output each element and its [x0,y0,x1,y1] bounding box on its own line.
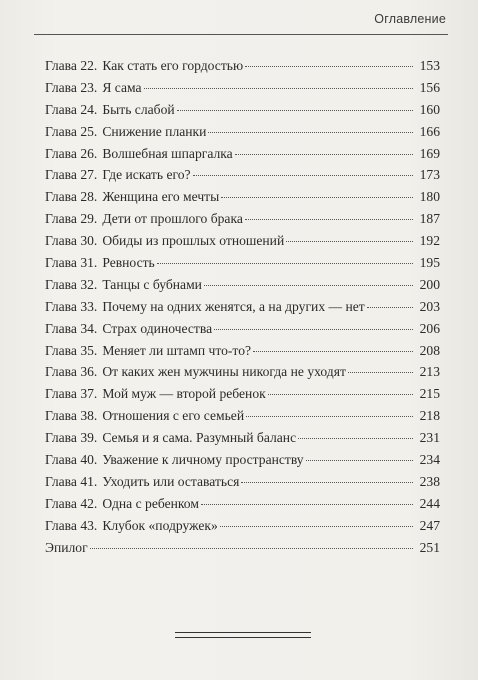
toc-page-number: 247 [419,517,440,533]
toc-entry-title [45,208,243,230]
toc-chapter-number: Глава 36. [45,364,98,380]
toc-entry [45,230,440,252]
dot-leader [157,263,413,264]
toc-chapter-number: Глава 26. [45,145,98,161]
toc-entry [45,493,440,515]
toc-chapter-name: Женщина его мечты [102,189,220,205]
dot-leader [201,504,413,505]
toc-chapter-name: Быть слабой [102,101,175,117]
toc-chapter-number: Глава 38. [45,408,98,424]
toc-entry [45,121,440,143]
toc-page-number: 195 [419,255,440,271]
dot-leader [177,110,413,111]
toc-entry [45,252,440,274]
toc-page-number: 169 [419,145,440,161]
toc-entry [45,143,440,165]
dot-leader [245,66,413,67]
footer-rule-top [175,632,311,633]
toc-entry-title [45,471,239,493]
toc-entry-title [45,55,243,77]
dot-leader [298,438,413,439]
toc-entry [45,77,440,99]
dot-leader [268,394,413,395]
dot-leader [204,285,413,286]
toc-entry [45,208,440,230]
toc-page-number: 244 [419,495,440,511]
toc-entry-title [45,340,251,362]
dot-leader [208,132,413,133]
toc-chapter-number: Глава 33. [45,298,98,314]
toc-entry-title [45,361,346,383]
toc-entry [45,55,440,77]
toc-chapter-name: Эпилог [45,539,88,555]
running-head: Оглавление [374,12,446,26]
toc-chapter-name: Клубок «подружек» [102,517,218,533]
toc-entry [45,99,440,121]
dot-leader [306,460,413,461]
toc-chapter-name: Мой муж — второй ребенок [102,386,266,402]
toc-chapter-name: Меняет ли штамп что-то? [102,342,252,358]
toc-page-number: 166 [419,123,440,139]
toc-chapter-number: Глава 35. [45,342,98,358]
dot-leader [214,329,413,330]
toc-entry [45,427,440,449]
dot-leader [235,154,413,155]
toc-chapter-name: Страх одиночества [102,320,213,336]
toc-entry-title [45,427,296,449]
toc-page-number: 160 [419,101,440,117]
dot-leader [348,372,413,373]
toc-entry-title [45,164,191,186]
toc-chapter-name: Семья и я сама. Разумный баланс [102,430,297,446]
dot-leader [221,197,413,198]
toc-chapter-number: Глава 30. [45,233,98,249]
toc-chapter-number: Глава 23. [45,79,98,95]
toc-chapter-number: Глава 25. [45,123,98,139]
toc-chapter-number: Глава 42. [45,495,98,511]
toc-page-number: 180 [419,189,440,205]
toc-chapter-number: Глава 37. [45,386,98,402]
toc-page-number: 231 [419,430,440,446]
toc-page-number: 251 [419,539,440,555]
toc-chapter-name: От каких жен мужчины никогда не уходят [102,364,346,380]
toc-chapter-name: Обиды из прошлых отношений [102,233,285,249]
toc-chapter-name: Отношения с его семьей [102,408,245,424]
toc-entry [45,296,440,318]
toc-chapter-name: Танцы с бубнами [102,276,202,292]
toc-chapter-name: Уважение к личному пространству [102,452,304,468]
toc-entry [45,537,440,559]
toc-page-number: 203 [419,298,440,314]
toc-page-number: 208 [419,342,440,358]
dot-leader [90,548,413,549]
toc-entry [45,186,440,208]
toc-chapter-number: Глава 34. [45,320,98,336]
table-of-contents [45,55,440,558]
toc-entry-title [45,537,88,559]
dot-leader [144,88,413,89]
toc-chapter-number: Глава 29. [45,211,98,227]
toc-entry-title [45,186,219,208]
footer-rule-bottom [175,637,311,638]
toc-page-number: 153 [419,58,440,73]
dot-leader [220,526,413,527]
toc-entry [45,515,440,537]
toc-page-number: 213 [419,364,440,380]
dot-leader [253,351,413,352]
toc-chapter-name: Как стать его гордостью [102,58,244,73]
dot-leader [193,175,413,176]
toc-entry [45,361,440,383]
toc-chapter-name: Дети от прошлого брака [102,211,243,227]
toc-page-number: 215 [419,386,440,402]
toc-entry-title [45,493,199,515]
toc-entry-title [45,296,365,318]
toc-chapter-name: Я сама [102,79,142,95]
toc-entry-title [45,405,244,427]
toc-chapter-number: Глава 40. [45,452,98,468]
toc-entry-title [45,515,218,537]
dot-leader [241,482,413,483]
toc-page-number: 192 [419,233,440,249]
toc-chapter-number: Глава 41. [45,473,98,489]
toc-entry [45,471,440,493]
toc-entry-title [45,230,284,252]
toc-entry-title [45,252,155,274]
dot-leader [286,241,413,242]
toc-entry [45,340,440,362]
toc-chapter-name: Волшебная шпаргалка [102,145,233,161]
toc-entry-title [45,143,233,165]
toc-entry-title [45,77,142,99]
toc-chapter-number: Глава 39. [45,430,98,446]
toc-chapter-name: Почему на одних женятся, а на других — нет [102,298,365,314]
toc-chapter-number: Глава 28. [45,189,98,205]
toc-page-number: 234 [419,452,440,468]
toc-chapter-number: Глава 32. [45,276,98,292]
toc-entry [45,449,440,471]
toc-chapter-number: Глава 22. [45,58,98,73]
toc-page-number: 200 [419,276,440,292]
toc-entry-title [45,99,175,121]
toc-chapter-name: Одна с ребенком [102,495,199,511]
dot-leader [245,219,413,220]
toc-page-number: 173 [419,167,440,183]
toc-page-number: 187 [419,211,440,227]
toc-chapter-name: Ревность [102,255,155,271]
toc-chapter-name: Где искать его? [102,167,191,183]
toc-entry [45,383,440,405]
toc-chapter-name: Уходить или оставаться [102,473,240,489]
toc-chapter-number: Глава 31. [45,255,98,271]
toc-entry [45,274,440,296]
header-rule [34,34,448,35]
toc-chapter-number: Глава 43. [45,517,98,533]
toc-page-number: 156 [419,79,440,95]
dot-leader [367,307,413,308]
toc-page-number: 206 [419,320,440,336]
toc-entry [45,164,440,186]
toc-page-number: 238 [419,473,440,489]
toc-entry-title [45,383,266,405]
toc-entry-title [45,449,304,471]
toc-entry [45,318,440,340]
toc-chapter-number: Глава 24. [45,101,98,117]
toc-chapter-name: Снижение планки [102,123,207,139]
toc-entry-title [45,274,202,296]
dot-leader [246,416,413,417]
toc-entry [45,405,440,427]
toc-chapter-number: Глава 27. [45,167,98,183]
toc-entry-title [45,318,212,340]
toc-page-number: 218 [419,408,440,424]
toc-entry-title [45,121,206,143]
